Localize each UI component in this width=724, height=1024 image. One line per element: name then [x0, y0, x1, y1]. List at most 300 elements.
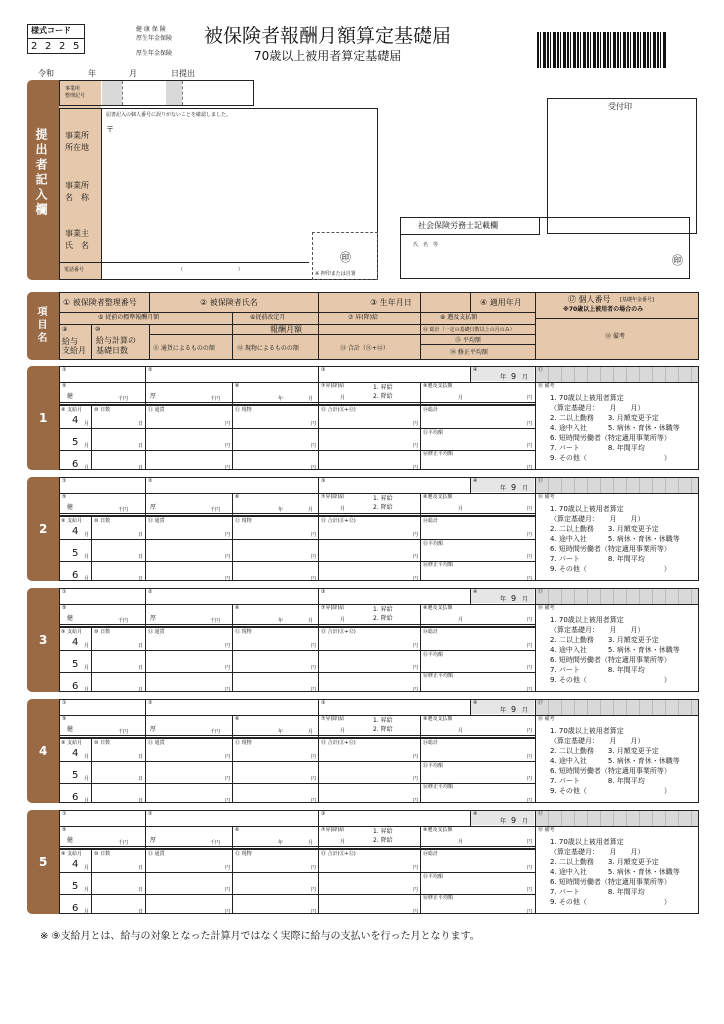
field-15: ⑮平均額	[423, 652, 444, 658]
kousei-label: 厚	[150, 837, 157, 844]
field-2: ②	[148, 700, 153, 706]
field-1: ①	[62, 811, 67, 817]
row-number: 3	[39, 633, 48, 647]
field-13: ⑬ 合計(⑪+⑫)	[321, 851, 356, 857]
yen-unit: 円	[311, 798, 317, 804]
field-14: ⑭総計	[423, 851, 439, 857]
yen-unit: 円	[225, 643, 231, 649]
row-rule	[59, 650, 420, 651]
days-unit: 日	[138, 776, 144, 782]
field-17: ⑰	[538, 478, 544, 484]
pay-month-unit: 月	[84, 643, 90, 649]
pay-month-value: 5	[72, 881, 79, 892]
prev-month-unit: 月	[308, 729, 314, 735]
kousei-label: 厚	[150, 393, 157, 400]
row-rule	[59, 826, 699, 827]
field-1: ①	[62, 478, 67, 484]
field-11: ⑪ 通貨	[148, 629, 165, 635]
date-month: 月	[129, 69, 137, 78]
office-number-cell[interactable]	[122, 81, 166, 105]
field-16: ⑯修正平均額	[423, 562, 454, 568]
header-c18: ⑱ 備考	[605, 333, 625, 340]
field-11: ⑪ 通貨	[148, 407, 165, 413]
office-number-cell[interactable]	[102, 81, 122, 105]
yen-unit: 円	[527, 665, 533, 671]
prev-year-unit: 年	[278, 618, 284, 624]
pay-month-value: 6	[72, 459, 79, 470]
field-10: ⑩ 日数	[94, 518, 111, 524]
date-day: 日提出	[171, 69, 195, 78]
field-3: ③	[321, 811, 326, 817]
form-code-digit: 2	[59, 41, 66, 52]
field-17: ⑰	[538, 367, 544, 373]
header-c17a: ⑰ 個人番号	[568, 295, 611, 304]
yen-unit: 円	[225, 576, 231, 582]
field-7: ⑦昇(降)給	[321, 827, 345, 833]
yen-unit: 円	[527, 754, 533, 760]
yen-unit: 円	[225, 798, 231, 804]
owner-name-label: 事業主 氏 名	[65, 229, 89, 250]
header-c3: ③ 生年月日	[370, 298, 412, 307]
app-year-unit: 年	[500, 485, 507, 492]
yen-unit: 円	[413, 576, 419, 582]
form-code-digit: 2	[31, 41, 38, 52]
retro-month-unit: 月	[458, 839, 464, 845]
row-rule	[145, 406, 146, 470]
field-9: ⑨ 支給月	[61, 407, 83, 413]
field-9: ⑨ 支給月	[61, 518, 83, 524]
pay-month-unit: 月	[84, 465, 90, 471]
row-rule	[420, 382, 421, 470]
yen-unit: 円	[225, 665, 231, 671]
header-c10b: 給与計算の 基礎日数	[96, 336, 136, 355]
row-rule	[59, 382, 699, 383]
retro-month-unit: 月	[458, 728, 464, 734]
raise-option-1: 1. 昇給	[373, 606, 393, 613]
pay-month-unit: 月	[84, 798, 90, 804]
app-month-unit: 月	[522, 707, 529, 714]
remarks-line: （算定基礎月： 月 月）	[550, 626, 645, 634]
field-7: ⑦昇(降)給	[321, 716, 345, 722]
row-rule	[91, 628, 92, 692]
yen-unit: 円	[225, 754, 231, 760]
yen-unit: 円	[311, 443, 317, 449]
row-rule	[318, 810, 319, 850]
field-2: ②	[148, 367, 153, 373]
yen-unit: 円	[413, 887, 419, 893]
pay-month-unit: 月	[84, 687, 90, 693]
prev-year-unit: 年	[278, 507, 284, 513]
yen-unit: 円	[413, 643, 419, 649]
field-1: ①	[62, 367, 67, 373]
remarks-line: 2. 二以上勤務 3. 月額変更予定	[550, 636, 659, 644]
row-rule	[232, 493, 233, 581]
row-rule	[145, 715, 146, 737]
remarks-line: 1. 70歳以上被用者算定	[550, 616, 624, 624]
yen-unit: 円	[311, 576, 317, 582]
remarks-line: 6. 短時間労働者（特定適用事業所等）	[550, 434, 671, 442]
field-7: ⑦昇(降)給	[321, 383, 345, 389]
remarks-line: 9. その他（ ）	[550, 454, 671, 462]
header-rule	[318, 292, 319, 360]
yen-unit: 円	[413, 421, 419, 427]
row-rule	[59, 428, 420, 429]
confirm-note: 届書記入の個人番号に誤りがないことを確認しました。	[106, 112, 232, 118]
pay-month-unit: 月	[84, 909, 90, 915]
row-rule	[232, 715, 233, 803]
row-rule	[59, 402, 535, 403]
field-11: ⑪ 通貨	[148, 851, 165, 857]
field-6: ⑥	[235, 827, 240, 833]
sharoushi-title: 社会保険労務士記載欄	[418, 221, 498, 230]
remarks-line: 2. 二以上勤務 3. 月額変更予定	[550, 858, 659, 866]
yen-unit: 円	[225, 887, 231, 893]
remarks-line: 1. 70歳以上被用者算定	[550, 727, 624, 735]
field-18: ⑱ 備考	[538, 494, 555, 500]
row-rule	[59, 493, 699, 494]
phone-divider	[59, 262, 309, 263]
days-unit: 日	[138, 909, 144, 915]
yen-unit: 円	[311, 643, 317, 649]
yen-unit: 円	[311, 887, 317, 893]
field-15: ⑮平均額	[423, 430, 444, 436]
header-rule	[420, 292, 421, 360]
prev-month-unit: 月	[308, 618, 314, 624]
days-unit: 日	[138, 554, 144, 560]
app-month-value: 9	[511, 816, 517, 825]
row-rule	[59, 513, 535, 514]
remarks-line: 4. 途中入社 5. 病休・育休・休職等	[550, 535, 680, 543]
remarks-line: 1. 70歳以上被用者算定	[550, 394, 624, 402]
office-number-cell[interactable]	[182, 81, 252, 105]
field-12: ⑫ 現物	[235, 851, 252, 857]
remarks-line: （算定基礎月： 月 月）	[550, 515, 645, 523]
submitter-label-divider	[101, 108, 102, 280]
pay-month-value: 4	[72, 415, 79, 426]
field-1: ①	[62, 700, 67, 706]
sen-unit: 千円	[118, 840, 129, 846]
remarks-line: 6. 短時間労働者（特定適用事業所等）	[550, 656, 671, 664]
days-unit: 日	[138, 665, 144, 671]
header-c12: ⑫ 現物によるものの額	[237, 345, 299, 352]
app-month-value: 9	[511, 594, 517, 603]
receipt-label: 受付印	[608, 102, 632, 111]
kenpo-label: 健	[67, 837, 74, 844]
raise-option-2: 2. 降給	[373, 504, 393, 511]
raise-option-1: 1. 昇給	[373, 828, 393, 835]
remarks-line: 9. その他（ ）	[550, 787, 671, 795]
yen-unit: 円	[413, 443, 419, 449]
header-rule	[470, 292, 471, 312]
retro-yen-unit: 円	[527, 839, 533, 845]
yen-unit: 円	[225, 421, 231, 427]
field-18: ⑱ 備考	[538, 605, 555, 611]
prev-month-unit: 月	[308, 396, 314, 402]
header-c8: ⑧ 遡及支払額	[440, 314, 478, 321]
app-year-unit: 年	[500, 707, 507, 714]
pay-month-value: 6	[72, 792, 79, 803]
sen-unit: 千円	[210, 507, 221, 513]
office-number-label: 事業所 整理記号	[65, 86, 86, 99]
barcode	[537, 32, 667, 68]
pay-month-value: 4	[72, 526, 79, 537]
personal-number-cells[interactable]	[536, 367, 698, 382]
header-c9a: ⑨	[62, 326, 68, 333]
row-rule	[59, 515, 535, 517]
row-rule	[145, 628, 146, 692]
header-c15: ⑮ 平均額	[455, 337, 481, 344]
field-13: ⑬ 合計(⑪+⑫)	[321, 629, 356, 635]
row-rule	[145, 493, 146, 515]
header-c10a: ⑩	[95, 326, 101, 333]
row-rule	[318, 699, 319, 739]
row-number: 4	[39, 744, 48, 758]
row-rule	[420, 493, 421, 581]
row-rule	[318, 517, 319, 581]
field-13: ⑬ 合計(⑪+⑫)	[321, 518, 356, 524]
phone-paren-open: （	[178, 267, 184, 273]
field-18: ⑱ 備考	[538, 716, 555, 722]
form-title: 被保険者報酬月額算定基礎届	[204, 25, 452, 47]
field-14: ⑭総計	[423, 407, 439, 413]
yen-unit: 円	[311, 909, 317, 915]
row-rule	[59, 735, 535, 736]
raise-option-2: 2. 降給	[373, 726, 393, 733]
remarks-line: 4. 途中入社 5. 病休・育休・休職等	[550, 424, 680, 432]
row-rule	[145, 810, 146, 826]
kousei-label: 厚	[150, 504, 157, 511]
field-15: ⑮平均額	[423, 874, 444, 880]
field-6: ⑥	[235, 716, 240, 722]
pay-month-unit: 月	[84, 665, 90, 671]
field-11: ⑪ 通貨	[148, 518, 165, 524]
raise-option-1: 1. 昇給	[373, 717, 393, 724]
pay-month-value: 5	[72, 548, 79, 559]
app-month-value: 9	[511, 372, 517, 381]
days-unit: 日	[138, 754, 144, 760]
app-year-unit: 年	[500, 818, 507, 825]
retro-yen-unit: 円	[527, 728, 533, 734]
field-12: ⑫ 現物	[235, 740, 252, 746]
days-unit: 日	[138, 798, 144, 804]
row-number: 5	[39, 855, 48, 869]
header-rule	[91, 324, 92, 360]
raise-month-unit: 月	[340, 728, 346, 734]
row-rule	[145, 850, 146, 914]
remarks-line: （算定基礎月： 月 月）	[550, 404, 645, 412]
row-rule	[59, 846, 535, 847]
row-rule	[318, 406, 319, 470]
row-rule	[145, 699, 146, 715]
yen-unit: 円	[225, 443, 231, 449]
sharoushi-name-label: 氏 名 等	[413, 242, 439, 248]
yen-unit: 円	[527, 443, 533, 449]
yen-unit: 円	[527, 421, 533, 427]
yen-unit: 円	[225, 687, 231, 693]
field-4: ④	[473, 478, 478, 484]
yen-unit: 円	[527, 532, 533, 538]
yen-unit: 円	[527, 865, 533, 871]
pay-month-unit: 月	[84, 887, 90, 893]
row-rule	[318, 739, 319, 803]
days-unit: 日	[138, 465, 144, 471]
field-12: ⑫ 現物	[235, 407, 252, 413]
row-rule	[59, 450, 420, 451]
field-11: ⑪ 通貨	[148, 740, 165, 746]
receipt-stamp-box	[547, 98, 697, 234]
row-rule	[59, 626, 535, 628]
field-12: ⑫ 現物	[235, 629, 252, 635]
row-rule	[59, 761, 420, 762]
pay-month-unit: 月	[84, 532, 90, 538]
header-rule	[59, 312, 535, 313]
field-4: ④	[473, 589, 478, 595]
personal-number-cells[interactable]	[536, 700, 698, 715]
raise-option-2: 2. 降給	[373, 615, 393, 622]
row-rule	[145, 366, 146, 382]
footnote: ※ ⑨支給月とは、給与の対象となった計算月ではなく実際に給与の支払いを行った月となります。	[40, 931, 480, 942]
date-year: 年	[88, 69, 96, 78]
raise-month-unit: 月	[340, 506, 346, 512]
field-18: ⑱ 備考	[538, 383, 555, 389]
field-3: ③	[321, 700, 326, 706]
header-c13: ⑬ 合計（⑪+⑫）	[340, 345, 389, 352]
field-8: ⑧遡及支払額	[423, 605, 453, 611]
field-1: ①	[62, 589, 67, 595]
row-rule	[318, 366, 319, 406]
row-rule	[59, 404, 535, 406]
field-10: ⑩ 日数	[94, 740, 111, 746]
field-4: ④	[473, 811, 478, 817]
yen-unit: 円	[311, 776, 317, 782]
yen-unit: 円	[225, 465, 231, 471]
app-month-unit: 月	[522, 374, 529, 381]
field-5: ⑤	[62, 827, 67, 833]
days-unit: 日	[138, 687, 144, 693]
yen-unit: 円	[413, 798, 419, 804]
remarks-line: 6. 短時間労働者（特定適用事業所等）	[550, 767, 671, 775]
days-unit: 日	[138, 576, 144, 582]
remarks-line: 9. その他（ ）	[550, 898, 671, 906]
yen-unit: 円	[311, 865, 317, 871]
row-rule	[59, 539, 420, 540]
personal-number-cells[interactable]	[536, 589, 698, 604]
field-14: ⑭総計	[423, 518, 439, 524]
header-c11: ⑪ 通貨によるものの額	[153, 345, 215, 352]
row-rule	[145, 477, 146, 493]
field-8: ⑧遡及支払額	[423, 494, 453, 500]
remarks-line: 4. 途中入社 5. 病休・育休・休職等	[550, 757, 680, 765]
yen-unit: 円	[413, 554, 419, 560]
yen-unit: 円	[311, 554, 317, 560]
row-rule	[59, 737, 535, 739]
yen-unit: 円	[527, 909, 533, 915]
header-rule	[232, 312, 233, 360]
raise-option-1: 1. 昇給	[373, 384, 393, 391]
field-17: ⑰	[538, 811, 544, 817]
yen-unit: 円	[527, 687, 533, 693]
field-5: ⑤	[62, 605, 67, 611]
office-number-cell[interactable]	[166, 81, 182, 105]
header-c5: ⑤ 従前の標準報酬月額	[98, 314, 160, 321]
header-c14: ⑭ 総計（一定の基礎日数以上の月のみ）	[423, 327, 515, 333]
field-13: ⑬ 合計(⑪+⑫)	[321, 740, 356, 746]
field-16: ⑯修正平均額	[423, 895, 454, 901]
field-3: ③	[321, 589, 326, 595]
remarks-line: 6. 短時間労働者（特定適用事業所等）	[550, 878, 671, 886]
header-c1: ① 被保険者整理番号	[63, 298, 137, 307]
pay-month-value: 4	[72, 748, 79, 759]
yen-unit: 円	[413, 532, 419, 538]
field-6: ⑥	[235, 383, 240, 389]
field-3: ③	[321, 478, 326, 484]
row-rule	[420, 826, 421, 914]
row-rule	[420, 650, 535, 651]
retro-month-unit: 月	[458, 617, 464, 623]
pay-month-value: 4	[72, 859, 79, 870]
raise-month-unit: 月	[340, 839, 346, 845]
field-14: ⑭総計	[423, 629, 439, 635]
row-rule	[91, 850, 92, 914]
sen-unit: 千円	[118, 396, 129, 402]
personal-number-cells[interactable]	[536, 811, 698, 826]
row-rule	[318, 850, 319, 914]
row-rule	[420, 872, 535, 873]
field-2: ②	[148, 478, 153, 484]
raise-month-unit: 月	[340, 395, 346, 401]
field-15: ⑮平均額	[423, 763, 444, 769]
row-rule	[91, 517, 92, 581]
row-number: 1	[39, 411, 48, 425]
field-7: ⑦昇(降)給	[321, 494, 345, 500]
header-rule	[149, 334, 535, 335]
form-subtitle: 70歳以上被用者算定基礎届	[254, 49, 402, 63]
row-rule	[420, 604, 421, 692]
remarks-line: 7. パート 8. 年間平均	[550, 666, 645, 674]
row-rule	[59, 894, 420, 895]
field-17: ⑰	[538, 700, 544, 706]
row-rule	[59, 848, 535, 850]
field-9: ⑨ 支給月	[61, 740, 83, 746]
yen-unit: 円	[527, 465, 533, 471]
sen-unit: 千円	[118, 507, 129, 513]
pay-month-value: 6	[72, 570, 79, 581]
field-18: ⑱ 備考	[538, 827, 555, 833]
row-rule	[91, 739, 92, 803]
yen-unit: 円	[225, 532, 231, 538]
app-year-unit: 年	[500, 374, 507, 381]
app-month-value: 9	[511, 705, 517, 714]
kenpo-label: 健	[67, 726, 74, 733]
pay-month-value: 5	[72, 659, 79, 670]
yen-unit: 円	[311, 421, 317, 427]
app-month-unit: 月	[522, 818, 529, 825]
yen-unit: 円	[311, 687, 317, 693]
yen-unit: 円	[527, 576, 533, 582]
pay-month-value: 5	[72, 437, 79, 448]
yen-unit: 円	[311, 665, 317, 671]
row-rule	[145, 826, 146, 848]
raise-option-2: 2. 降給	[373, 393, 393, 400]
retro-month-unit: 月	[458, 395, 464, 401]
submitter-seal: ㊞	[340, 251, 351, 264]
yen-unit: 円	[311, 754, 317, 760]
field-9: ⑨ 支給月	[61, 851, 83, 857]
field-4: ④	[473, 700, 478, 706]
remarks-line: （算定基礎月： 月 月）	[550, 848, 645, 856]
row-rule	[420, 428, 535, 429]
personal-number-cells[interactable]	[536, 478, 698, 493]
